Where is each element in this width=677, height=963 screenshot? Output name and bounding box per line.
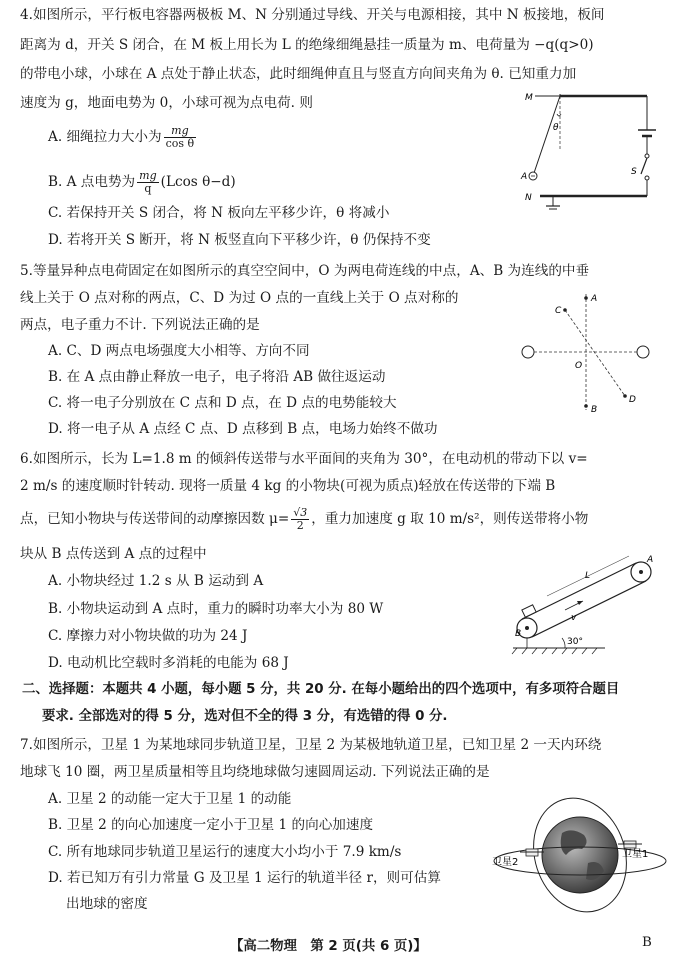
q4-stem-line-2: 距离为 d，开关 S 闭合，在 M 板上用长为 L 的绝缘细绳悬挂一质量为 m、电荷量为 −q(q>0) xyxy=(20,37,594,53)
q7-option-b: B. 卫星 2 的向心加速度一定小于卫星 1 的向心加速度 xyxy=(48,817,374,833)
q7-option-d-continued: 出地球的密度 xyxy=(66,896,148,912)
q5-label-a: A xyxy=(591,294,598,304)
q6-label-a: A xyxy=(647,555,654,565)
q6-label-l: L xyxy=(585,571,591,581)
q7-stem-line-1: 7.如图所示，卫星 1 为某地球同步轨道卫星，卫星 2 为某极地轨道卫星，已知卫星 2 一天内环绕 xyxy=(20,737,602,753)
q6-stem-line-4: 块从 B 点传送到 A 点的过程中 xyxy=(20,546,207,562)
q5-stem-line-1: 5.等量异种点电荷固定在如图所示的真空空间中，O 为两电荷连线的中点，A、B 为连线的中垂 xyxy=(20,263,590,279)
q6-belt-top xyxy=(522,563,636,619)
q4-string xyxy=(534,96,560,173)
q5-line-cd xyxy=(565,310,625,396)
q6-conveyor-figure xyxy=(505,548,670,658)
q6-stem-line-3 xyxy=(20,507,588,532)
q4-stem-line-3: 的带电小球，小球在 A 点处于静止状态，此时细绳伸直且与竖直方向间夹角为 θ. 已知重力加 xyxy=(20,66,577,82)
q6-label-v: v xyxy=(571,613,577,623)
q5-option-b: B. 在 A 点由静止释放一电子，电子将沿 AB 做往返运动 xyxy=(48,369,386,385)
q5-point-d xyxy=(623,394,627,398)
page-footer: 【高二物理 第 2 页(共 6 页)】 xyxy=(230,939,427,954)
q6-mu-fraction: $\frac{√3}{2}$ xyxy=(293,506,308,532)
q7-option-d: D. 若已知万有引力常量 G 及卫星 1 运行的轨道半径 r，则可估算 xyxy=(48,870,441,886)
q7-option-c: C. 所有地球同步轨道卫星运行的速度大小均小于 7.9 km/s xyxy=(48,844,402,860)
q4-label-n: N xyxy=(525,193,532,203)
q6-option-d: D. 电动机比空载时多消耗的电能为 68 J xyxy=(48,655,289,671)
q5-stem-line-2: 线上关于 O 点对称的两点，C、D 为过 O 点的一直线上关于 O 点对称的 xyxy=(20,290,459,306)
q5-point-b xyxy=(584,404,588,408)
q6-belt-bottom xyxy=(532,581,646,637)
q5-charge-left xyxy=(522,346,534,358)
q7-label-satellite-2: 卫星2 xyxy=(492,857,519,868)
q5-label-b: B xyxy=(591,405,598,415)
q6-stem-line-3-text: 点，已知小物块与传送带间的动摩擦因数 μ= xyxy=(20,511,290,527)
q4-option-b-tail: (Lcos θ−d) xyxy=(160,174,236,190)
q5-option-c: C. 将一电子分别放在 C 点和 D 点，在 D 点的电势能较大 xyxy=(48,395,397,411)
q5-label-d: D xyxy=(629,395,636,405)
q5-label-o: O xyxy=(575,361,583,371)
q5-label-c: C xyxy=(555,306,562,316)
q4-label-s: S xyxy=(631,167,637,177)
q4-capacitor-figure xyxy=(500,88,665,216)
q5-stem-line-3: 两点，电子重力不计. 下列说法正确的是 xyxy=(20,317,260,333)
q4-label-m: M xyxy=(525,93,533,103)
q6-block xyxy=(522,605,536,617)
q4-option-b xyxy=(48,170,236,195)
q6-option-b: B. 小物块运动到 A 点时，重力的瞬时功率大小为 80 W xyxy=(48,601,384,617)
q6-option-a: A. 小物块经过 1.2 s 从 B 运动到 A xyxy=(48,573,264,589)
q5-charges-figure xyxy=(515,282,665,422)
q4-option-a-fraction: $\frac{mg}{\text{cos θ}}$ xyxy=(165,124,195,150)
q6-stem-line-2: 2 m/s 的速度顺时针转动. 现将一质量 4 kg 的小物块(可视为质点)轻放在传送带的下端 B xyxy=(20,478,556,494)
q4-option-b-fraction: $\frac{mg}{q}$ xyxy=(139,169,157,195)
q5-point-a xyxy=(584,296,588,300)
q4-option-a-text: A. 细绳拉力大小为 xyxy=(48,129,162,145)
q4-stem-line-1: 4.如图所示，平行板电容器两极板 M、N 分别通过导线、开关与电源相接，其中 N 板接地，板间 xyxy=(20,7,605,23)
section-2-heading-line-1: 二、选择题：本题共 4 小题，每小题 5 分，共 20 分. 在每小题给出的四个选项中，有多项符合题目 xyxy=(22,682,620,697)
q7-earth xyxy=(542,817,618,893)
paper-version-mark: B xyxy=(642,935,652,950)
q5-point-c xyxy=(563,308,567,312)
q4-option-b-text: B. A 点电势为 xyxy=(48,174,136,190)
q6-label-b: B xyxy=(515,629,522,639)
q6-stem-line-1: 6.如图所示，长为 L=1.8 m 的倾斜传送带与水平面间的夹角为 30°，在电动机的带动下以 v= xyxy=(20,451,588,467)
q4-option-c: C. 若保持开关 S 闭合，将 N 板向左平移少许，θ 将减小 xyxy=(48,205,390,221)
q4-label-a: A xyxy=(521,172,528,182)
q4-stem-line-4: 速度为 g，地面电势为 0，小球可视为点电荷. 则 xyxy=(20,95,313,111)
q7-earth-satellites-figure xyxy=(492,783,672,923)
q6-stem-line-3-tail: ，重力加速度 g 取 10 m/s²，则传送带将小物 xyxy=(311,511,589,527)
q4-label-theta: θ xyxy=(553,123,559,133)
section-2-heading-line-2: 要求. 全部选对的得 5 分，选对但不全的得 3 分，有选错的得 0 分. xyxy=(42,709,448,724)
q5-option-d: D. 将一电子从 A 点经 C 点、D 点移到 B 点，电场力始终不做功 xyxy=(48,421,438,437)
q7-option-a: A. 卫星 2 的动能一定大于卫星 1 的动能 xyxy=(48,791,292,807)
q5-option-a: A. C、D 两点电场强度大小相等、方向不同 xyxy=(48,343,310,359)
q4-switch xyxy=(641,158,647,174)
q7-label-satellite-1: 卫星1 xyxy=(622,849,649,860)
q5-charge-right xyxy=(637,346,649,358)
q4-option-a xyxy=(48,125,198,150)
q4-option-d: D. 若将开关 S 断开，将 N 板竖直向下平移少许，θ 仍保持不变 xyxy=(48,232,431,248)
q6-label-angle: 30° xyxy=(567,637,583,647)
q6-option-c: C. 摩擦力对小物块做的功为 24 J xyxy=(48,628,248,644)
q7-stem-line-2: 地球飞 10 圈，两卫星质量相等且均绕地球做匀速圆周运动. 下列说法正确的是 xyxy=(20,764,490,780)
